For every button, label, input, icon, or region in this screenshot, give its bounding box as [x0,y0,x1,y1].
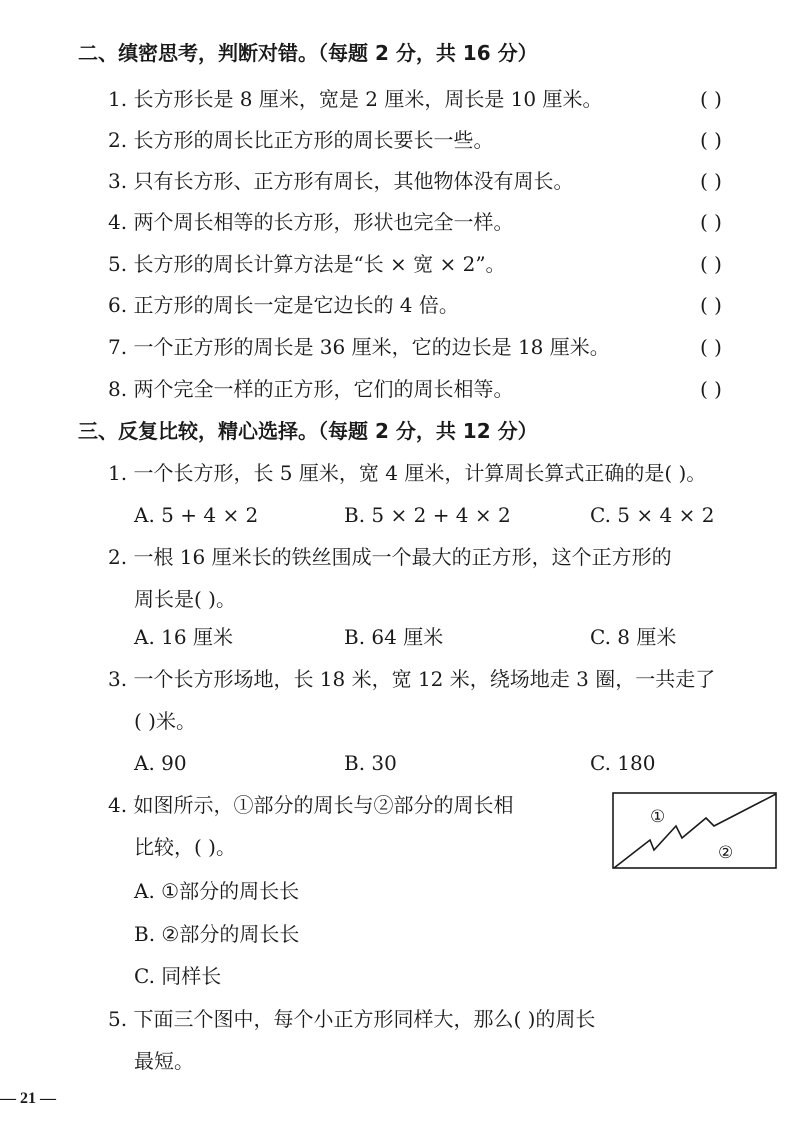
question-3-option-a[interactable]: A. 90 [134,751,187,775]
judgement-item-4: 4. 两个周长相等的长方形，形状也完全一样。 [108,210,514,234]
question-4-option-a[interactable]: A. ①部分的周长长 [134,879,300,903]
answer-bracket-8[interactable]: ( ) [700,377,722,401]
answer-bracket-6[interactable]: ( ) [700,293,722,317]
judgement-item-5: 5. 长方形的周长计算方法是“长 × 宽 × 2”。 [108,252,506,276]
judgement-item-2: 2. 长方形的周长比正方形的周长要长一些。 [108,128,494,152]
answer-bracket-1[interactable]: ( ) [700,87,722,111]
question-3-line-2: ( )米。 [134,709,196,733]
question-1-text: 1. 一个长方形，长 5 厘米，宽 4 厘米，计算周长算式正确的是( )。 [108,461,707,485]
question-3-option-b[interactable]: B. 30 [344,751,397,775]
answer-bracket-7[interactable]: ( ) [700,335,722,359]
section-2-heading: 二、缜密思考，判断对错。（每题 2 分，共 16 分） [78,41,538,65]
judgement-item-3: 3. 只有长方形、正方形有周长，其他物体没有周长。 [108,169,574,193]
question-3-option-c[interactable]: C. 180 [590,751,656,775]
answer-bracket-3[interactable]: ( ) [700,169,722,193]
answer-bracket-4[interactable]: ( ) [700,210,722,234]
figure-label-2: ② [718,843,734,863]
question-4-line-1: 4. 如图所示，①部分的周长与②部分的周长相 [108,793,514,817]
page-number: — 21 — [0,1090,56,1107]
question-3-line-1: 3. 一个长方形场地，长 18 米，宽 12 米，绕场地走 3 圈，一共走了 [108,667,716,691]
question-5-line-2: 最短。 [134,1049,194,1073]
question-1-option-b[interactable]: B. 5 × 2 + 4 × 2 [344,503,511,527]
question-2-line-1: 2. 一根 16 厘米长的铁丝围成一个最大的正方形，这个正方形的 [108,545,672,569]
judgement-item-1: 1. 长方形长是 8 厘米，宽是 2 厘米，周长是 10 厘米。 [108,87,603,111]
question-1-option-a[interactable]: A. 5 + 4 × 2 [134,503,259,527]
question-4-option-b[interactable]: B. ②部分的周长长 [134,922,300,946]
question-2-option-c[interactable]: C. 8 厘米 [590,625,677,649]
judgement-item-6: 6. 正方形的周长一定是它边长的 4 倍。 [108,293,459,317]
question-2-option-b[interactable]: B. 64 厘米 [344,625,444,649]
answer-bracket-2[interactable]: ( ) [700,128,722,152]
judgement-item-7: 7. 一个正方形的周长是 36 厘米，它的边长是 18 厘米。 [108,335,610,359]
question-4-option-c[interactable]: C. 同样长 [134,964,222,988]
question-4-line-2: 比较，( )。 [134,835,236,859]
question-5-line-1: 5. 下面三个图中，每个小正方形同样大，那么( )的周长 [108,1007,596,1031]
answer-bracket-5[interactable]: ( ) [700,252,722,276]
figure-zigzag-divider [614,794,776,868]
question-2-line-2: 周长是( )。 [134,587,236,611]
figure-rectangle [613,793,776,868]
question-2-option-a[interactable]: A. 16 厘米 [134,625,233,649]
figure-label-1: ① [650,807,666,827]
section-3-heading: 三、反复比较，精心选择。（每题 2 分，共 12 分） [78,419,538,443]
question-4-figure [612,792,778,870]
judgement-item-8: 8. 两个完全一样的正方形，它们的周长相等。 [108,377,514,401]
question-1-option-c[interactable]: C. 5 × 4 × 2 [590,503,715,527]
